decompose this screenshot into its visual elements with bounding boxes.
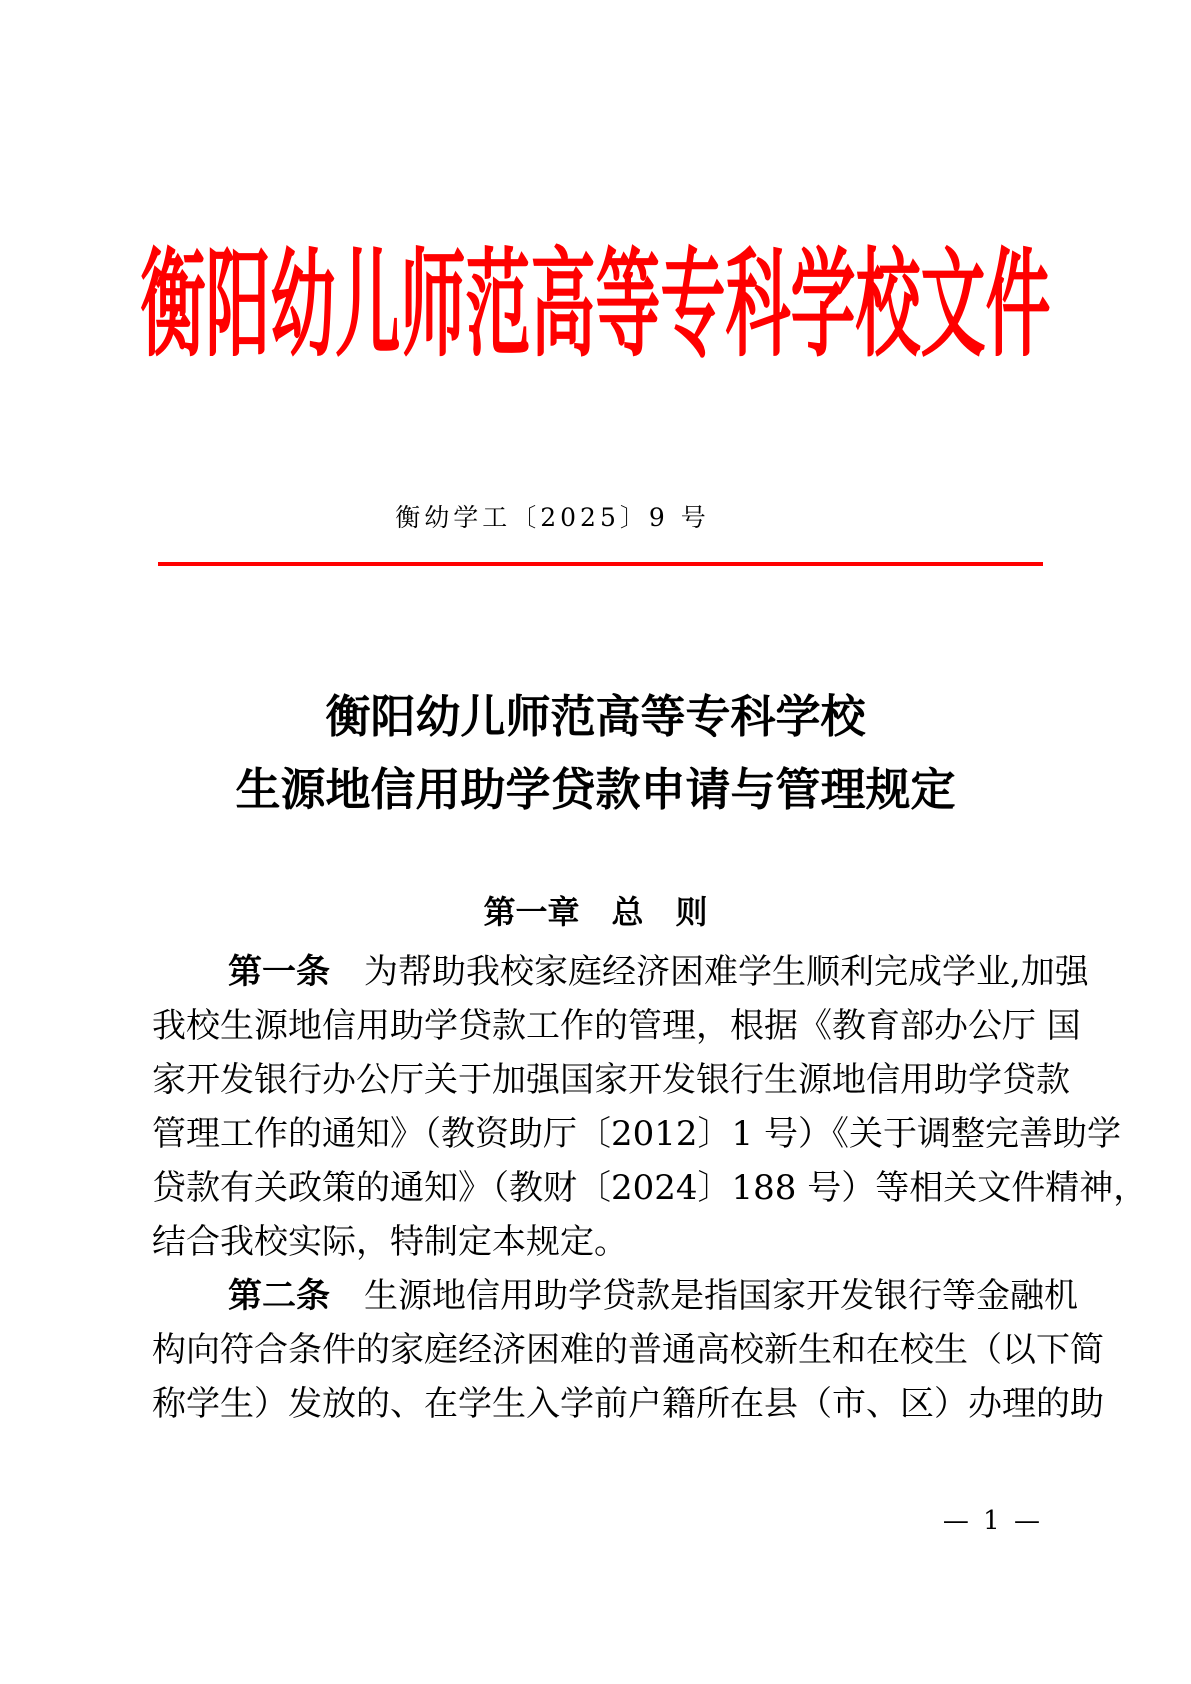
article-1-line-4: 管理工作的通知》（教资助厅〔2012〕1 号）《关于调整完善助学 (152, 1114, 1121, 1154)
letterhead-title: 衡阳幼儿师范高等专科学校文件 (140, 237, 1051, 374)
document-title-line-1: 衡阳幼儿师范高等专科学校 (325, 690, 866, 743)
document-body (152, 945, 1148, 1431)
article-1-line-5: 贷款有关政策的通知》（教财〔2024〕188 号）等相关文件精神， (152, 1168, 1148, 1208)
article-1-line-3: 家开发银行办公厅关于加强国家开发银行生源地信用助学贷款 (152, 1060, 1070, 1100)
document-title-line-2: 生源地信用助学贷款申请与管理规定 (235, 763, 956, 816)
article-2-term: 第二条 (228, 1277, 330, 1315)
article-2-line-2: 构向符合条件的家庭经济困难的普通高校新生和在校生（以下简 (152, 1330, 1104, 1370)
doc-reference-number: 衡幼学工〔2025〕9 号 (395, 503, 710, 532)
document-title (0, 680, 1191, 826)
article-1-term: 第一条 (228, 953, 330, 991)
article-1-line-1-text: 为帮助我校家庭经济困难学生顺利完成学业,加强 (364, 952, 1089, 992)
article-2-line-1-text: 生源地信用助学贷款是指国家开发银行等金融机 (364, 1276, 1078, 1316)
article-2-line-1 (152, 1269, 1078, 1323)
article-1-line-6: 结合我校实际，特制定本规定。 (152, 1222, 628, 1262)
red-divider-line (158, 562, 1043, 566)
letterhead (0, 237, 1191, 374)
article-1-line-1 (152, 945, 1089, 999)
page-number: — 1 — (942, 1506, 1043, 1536)
chapter-heading: 第一章 总 则 (483, 894, 708, 930)
article-2-line-3: 称学生）发放的、在学生入学前户籍所在县（市、区）办理的助 (152, 1384, 1104, 1424)
article-1-line-2: 我校生源地信用助学贷款工作的管理，根据《教育部办公厅 国 (152, 1006, 1081, 1046)
